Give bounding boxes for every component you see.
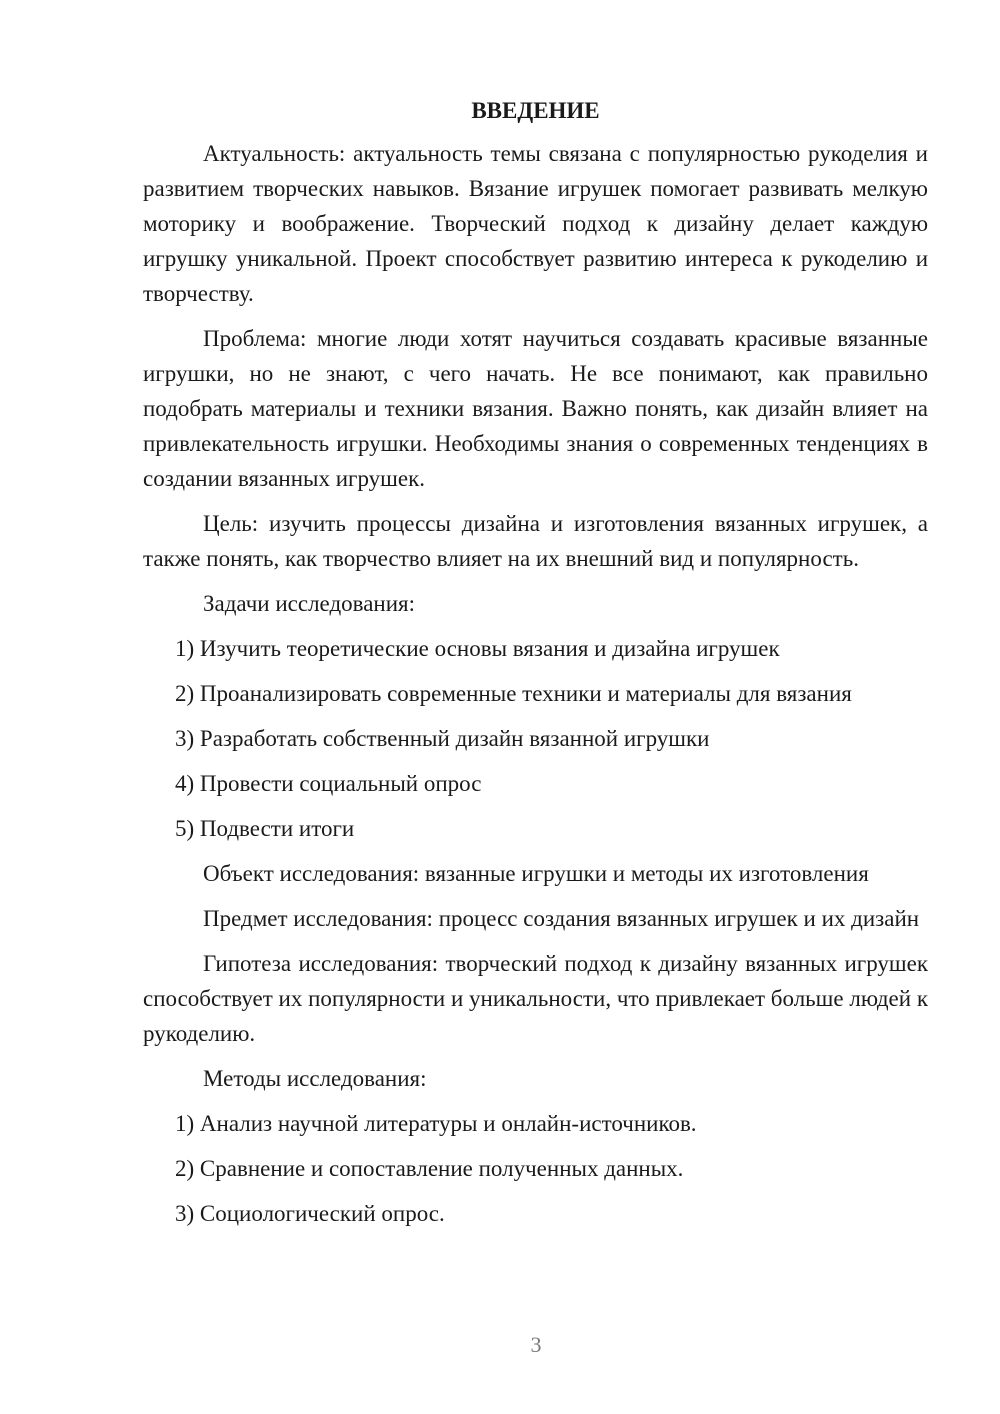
relevance-paragraph: Актуальность: актуальность темы связана с популярностью рукоделия и развитием творческих навыков. Вязание игрушек помогает развивать мелкую моторику и воображение. Творческий подход к дизайну делает каждую игрушку уникальной. Проект способствует развитию интереса к рукоделию и творчеству. [143,141,928,306]
subject-paragraph: Предмет исследования: процесс создания вязанных игрушек и их дизайн [203,906,920,931]
tasks-list [143,631,928,846]
method-item: 2) Сравнение и сопоставление полученных данных. [175,1156,684,1181]
document-body [143,93,928,1241]
object-paragraph: Объект исследования: вязанные игрушки и методы их изготовления [203,861,869,886]
page-title: ВВЕДЕНИЕ [471,98,600,123]
task-item: 3) Разработать собственный дизайн вязанной игрушки [175,726,710,751]
hypothesis-paragraph: Гипотеза исследования: творческий подход к дизайну вязанных игрушек способствует их популярности и уникальности, что привлекает больше людей к рукоделию. [143,951,928,1046]
task-item: 5) Подвести итоги [175,816,355,841]
problem-paragraph: Проблема: многие люди хотят научиться создавать красивые вязанные игрушки, но не знают, с чего начать. Не все понимают, как правильно подобрать материалы и техники вязания. Важно понять, как дизайн влияет на привлекательность игрушки. Необходимы знания о современных тенденциях в создании вязанных игрушек. [143,326,928,491]
task-item: 2) Проанализировать современные техники и материалы для вязания [175,681,852,706]
page-number: 3 [530,1332,542,1357]
methods-list [143,1106,928,1231]
task-item: 1) Изучить теоретические основы вязания и дизайна игрушек [175,636,780,661]
tasks-label: Задачи исследования: [203,591,416,616]
method-item: 1) Анализ научной литературы и онлайн-источников. [175,1111,697,1136]
goal-paragraph: Цель: изучить процессы дизайна и изготовления вязанных игрушек, а также понять, как творчество влияет на их внешний вид и популярность. [143,511,928,571]
methods-label: Методы исследования: [203,1066,427,1091]
method-item: 3) Социологический опрос. [175,1201,445,1226]
task-item: 4) Провести социальный опрос [175,771,482,796]
